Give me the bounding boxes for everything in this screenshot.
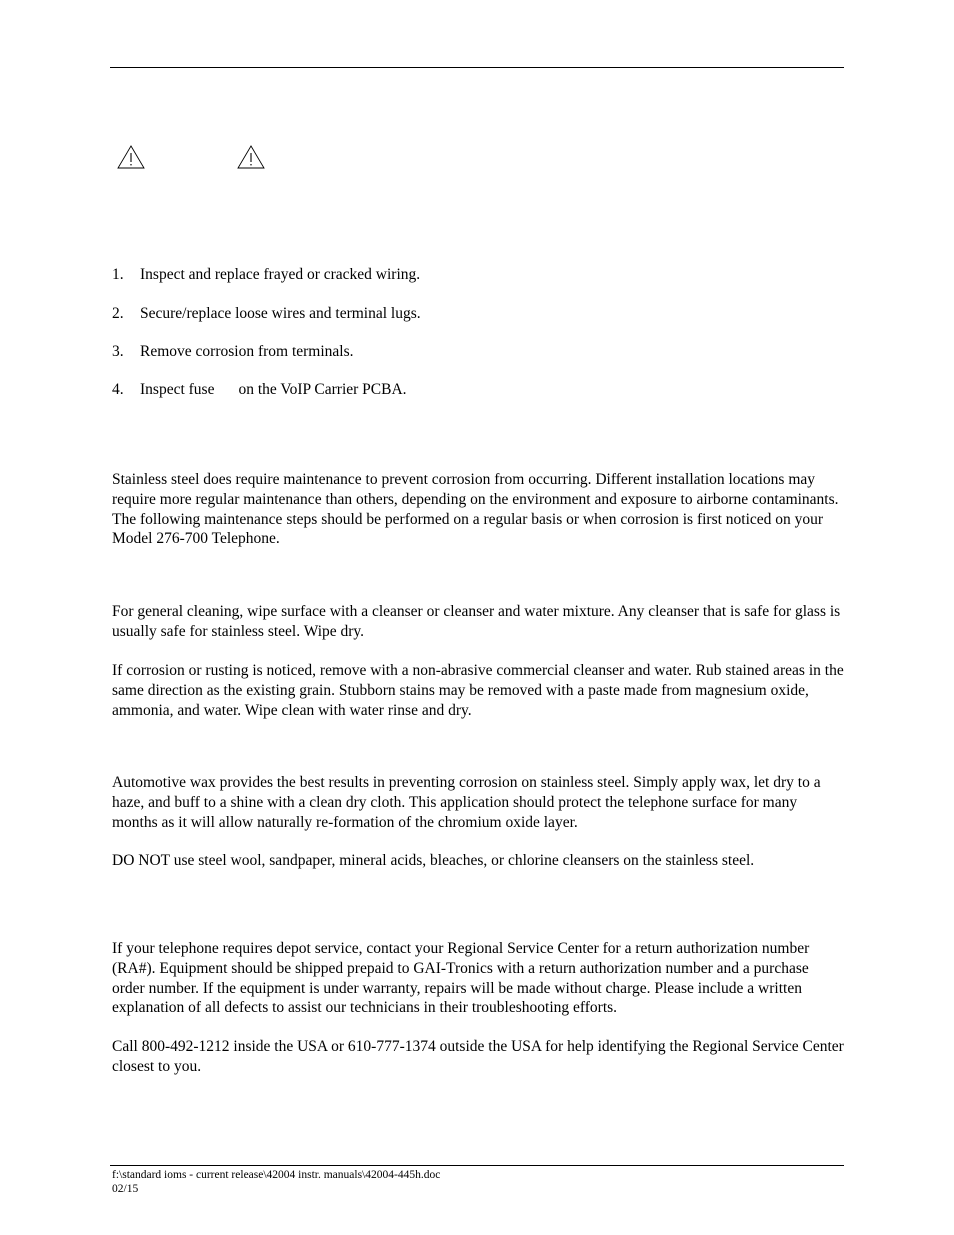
stainless-intro-paragraph: Stainless steel does require maintenance to prevent corrosion from occurring. Different installation locations may require more regular maintenance than others, depending on the environment and exposure to airborne contaminants. The following maintenance steps should be performed on a regular basis or when corrosion is first noticed on your Model 276-700 Telephone. <box>112 471 839 548</box>
list-item: 4. Inspect fuse on the VoIP Carrier PCBA. <box>112 381 407 398</box>
header-rule <box>110 67 844 68</box>
warning-triangle-icon <box>117 145 145 169</box>
list-item: 2. Secure/replace loose wires and terminal lugs. <box>112 305 421 322</box>
footer-rule <box>110 1165 844 1166</box>
depot-service-paragraph: If your telephone requires depot service, contact your Regional Service Center for a return authorization number (RA#). Equipment should be shipped prepaid to GAI-Tronics with a return authorization number and a purchase order number. If the equipment is under warranty, repairs will be made without charge. Please include a written explanation of all defects to assist our technicians in their troubleshooting efforts. <box>112 940 810 1017</box>
footer-date: 02/15 <box>112 1183 139 1195</box>
wax-protection-paragraph: Automotive wax provides the best results in preventing corrosion on stainless steel. Simply apply wax, let dry to a haze, and buff to a shine with a clean dry cloth. This application should protect the telephone surface for many months as it will allow naturally re-formation of the chromium oxide layer. <box>112 774 821 831</box>
do-not-use-warning: DO NOT use steel wool, sandpaper, mineral acids, bleaches, or chlorine cleansers on the stainless steel. <box>112 852 755 869</box>
list-item: 3. Remove corrosion from terminals. <box>112 343 354 360</box>
footer-file-path: f:\standard ioms - current release\42004 instr. manuals\42004-445h.doc <box>112 1169 441 1181</box>
warning-triangle-icon <box>237 145 265 169</box>
general-cleaning-paragraph: For general cleaning, wipe surface with a cleanser or cleanser and water mixture. Any cleanser that is safe for glass is usually safe for stainless steel. Wipe dry. <box>112 603 841 640</box>
list-item: 1. Inspect and replace frayed or cracked wiring. <box>112 266 421 283</box>
corrosion-removal-paragraph: If corrosion or rusting is noticed, remove with a non-abrasive commercial cleanser and water. Rub stained areas in the same direction as the existing grain. Stubborn stains may be removed with a paste made from magnesium oxide, ammonia, and water. Wipe clean with water rinse and dry. <box>112 662 844 719</box>
service-contact-paragraph: Call 800-492-1212 inside the USA or 610-777-1374 outside the USA for help identifying the Regional Service Center closest to you. <box>112 1038 844 1075</box>
